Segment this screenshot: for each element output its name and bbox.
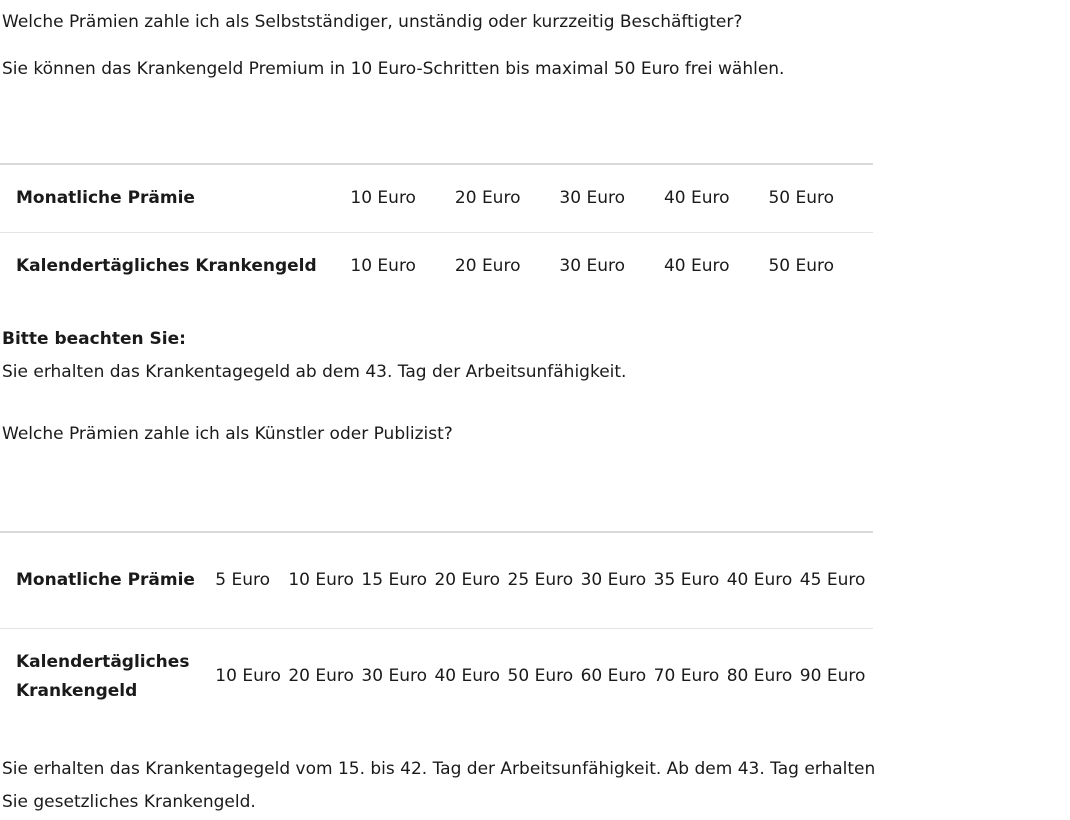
table-cell bbox=[508, 532, 581, 629]
table-cell bbox=[215, 629, 288, 725]
table-row bbox=[0, 532, 873, 629]
cell-text: 15 Euro bbox=[361, 570, 427, 590]
table-cell: 20 Euro bbox=[454, 188, 521, 208]
table-row bbox=[0, 233, 873, 301]
cell-text: 35 Euro bbox=[653, 570, 720, 590]
table-cell bbox=[581, 532, 654, 629]
cell-text: Monatliche Prämie bbox=[16, 570, 195, 590]
section2-question: Welche Prämien zahle ich als Künstler oder Publizist? bbox=[2, 424, 453, 444]
cell-text: 20 Euro bbox=[434, 570, 501, 590]
row-label-daily-sick-pay: Kalendertägliches Krankengeld bbox=[0, 233, 350, 301]
table-cell: 10 Euro bbox=[350, 188, 416, 208]
row-label-monthly-premium: Monatliche Prämie bbox=[16, 188, 195, 208]
row-label-daily-sick-pay bbox=[0, 629, 215, 725]
table-row bbox=[0, 164, 873, 233]
table-cell bbox=[800, 532, 873, 629]
table-row bbox=[0, 629, 873, 725]
table-cell: 50 Euro bbox=[768, 233, 873, 301]
table-cell bbox=[288, 629, 361, 725]
cell-text: 80 Euro bbox=[726, 666, 793, 686]
cell-text: 5 Euro bbox=[215, 570, 271, 590]
table-cell bbox=[361, 629, 434, 725]
table-cell: 50 Euro bbox=[768, 188, 835, 208]
table-cell: 40 Euro bbox=[663, 188, 730, 208]
cell-text: 30 Euro bbox=[361, 666, 427, 686]
table-cell bbox=[727, 532, 800, 629]
note-text: Sie erhalten das Krankentagegeld ab dem 43. Tag der Arbeitsunfähigkeit. bbox=[2, 362, 627, 382]
table-cell bbox=[288, 532, 361, 629]
table-cell: 40 Euro bbox=[664, 233, 769, 301]
table-cell: 30 Euro bbox=[559, 188, 625, 208]
table-cell: 10 Euro bbox=[350, 233, 455, 301]
cell-text: 25 Euro bbox=[507, 570, 574, 590]
cell-text: 90 Euro bbox=[799, 666, 866, 686]
cell-text: 10 Euro bbox=[288, 570, 354, 590]
table-cell bbox=[581, 629, 654, 725]
cell-text: 40 Euro bbox=[726, 570, 793, 590]
cell-text: 50 Euro bbox=[507, 666, 574, 686]
row-label-monthly-premium bbox=[0, 532, 215, 629]
premium-table-employed bbox=[0, 163, 873, 300]
section1-intro: Sie können das Krankengeld Premium in 10 Euro-Schritten bis maximal 50 Euro frei wählen. bbox=[2, 59, 785, 79]
note-title: Bitte beachten Sie: bbox=[2, 329, 186, 349]
cell-text: 45 Euro bbox=[799, 570, 866, 590]
table-cell: 30 Euro bbox=[559, 233, 664, 301]
table-cell bbox=[800, 629, 873, 725]
cell-text: 20 Euro bbox=[288, 666, 354, 686]
table-cell bbox=[727, 629, 800, 725]
table-cell bbox=[434, 629, 507, 725]
table-cell bbox=[508, 629, 581, 725]
cell-text: Kalendertägliches Krankengeld bbox=[16, 651, 190, 701]
table-cell bbox=[654, 532, 727, 629]
cell-text: 30 Euro bbox=[580, 570, 647, 590]
cell-text: 10 Euro bbox=[215, 666, 281, 686]
table-cell bbox=[215, 532, 288, 629]
table-cell bbox=[654, 629, 727, 725]
section1-question: Welche Prämien zahle ich als Selbstständiger, unständig oder kurzzeitig Beschäftigter? bbox=[2, 12, 743, 32]
footer-note: Sie erhalten das Krankentagegeld vom 15. bis 42. Tag der Arbeitsunfähigkeit. Ab dem 43. Tag erhalten Sie gesetzliches Krankengeld. bbox=[2, 759, 876, 812]
table-cell bbox=[434, 532, 507, 629]
cell-text: 60 Euro bbox=[580, 666, 647, 686]
table-cell bbox=[361, 532, 434, 629]
premium-table-artists bbox=[0, 531, 873, 724]
table-cell: 20 Euro bbox=[455, 233, 560, 301]
cell-text: 40 Euro bbox=[434, 666, 501, 686]
cell-text: 70 Euro bbox=[653, 666, 720, 686]
